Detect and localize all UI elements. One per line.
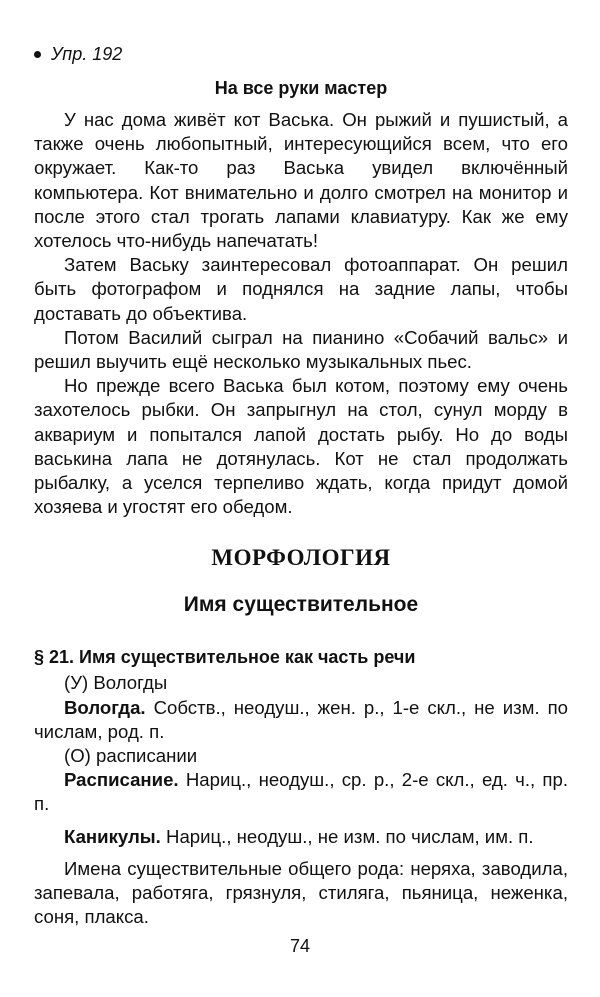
- story-title: На все руки мастер: [214, 78, 388, 98]
- page-number: 74: [289, 936, 311, 956]
- paragraph-heading: § 21. Имя существительное как часть речи: [34, 647, 416, 668]
- story-paragraph-4: Но прежде всего Васька был котом, поэтому ему очень захотелось рыбки. Он запрыгнул на стол, сунул морду в аквариум и попытался лапой достать рыбу. Но до воды васькина лапа не дотянулась. Кот не стал продолжать рыбалку, а уселся терпеливо ждать, когда придут домой хозяева и угостят его обедом.: [34, 375, 568, 518]
- entry-line-2: (О) расписании: [64, 745, 198, 767]
- definition-1: [34, 696, 568, 744]
- section-subtitle: Имя существительное: [183, 593, 419, 617]
- exercise-label-text: Упр. 192: [51, 44, 123, 64]
- definition-3-text: Нариц., неодуш., не изм. по числам, им. п.: [160, 825, 534, 847]
- bullet-icon: [34, 51, 41, 58]
- definition-2: [34, 768, 568, 816]
- common-gender-paragraph: Имена существительные общего рода: неряха, заводила, запевала, работяга, грязнуля, стиляга, пьяница, неженка, соня, плакса.: [34, 857, 568, 928]
- section-title: МОРФОЛОГИЯ: [211, 545, 391, 571]
- definition-3-term: Каникулы.: [64, 825, 161, 847]
- story-paragraph-3: Потом Василий сыграл на пианино «Собачий вальс» и решил выучить ещё несколько музыкальных пьес.: [34, 326, 568, 373]
- definition-3: [34, 825, 568, 849]
- definition-1-text: Собств., неодуш., жен. р., 1-е скл., не изм. по числам, род. п.: [34, 696, 568, 742]
- definition-2-text: Нариц., неодуш., ср. р., 2-е скл., ед. ч., пр. п.: [34, 769, 568, 815]
- definition-2-term: Расписание.: [64, 769, 179, 791]
- definition-1-term: Вологда.: [64, 696, 146, 718]
- entry-line-1: (У) Вологды: [64, 672, 168, 694]
- story-paragraph-2: Затем Ваську заинтересовал фотоаппарат. Он решил быть фотографом и поднялся на задние лапы, чтобы доставать до объектива.: [34, 254, 568, 324]
- textbook-page: [34, 42, 568, 929]
- story-paragraph-1: У нас дома живёт кот Васька. Он рыжий и пушистый, а также очень любопытный, интересующийся всем, что его окружает. Как-то раз Васька увидел включённый компьютера. Кот внимательно и долго смотрел на монитор и после этого стал трогать лапами клавиатуру. Как же ему хотелось что-нибудь напечатать!: [34, 109, 568, 252]
- exercise-label: [34, 42, 568, 66]
